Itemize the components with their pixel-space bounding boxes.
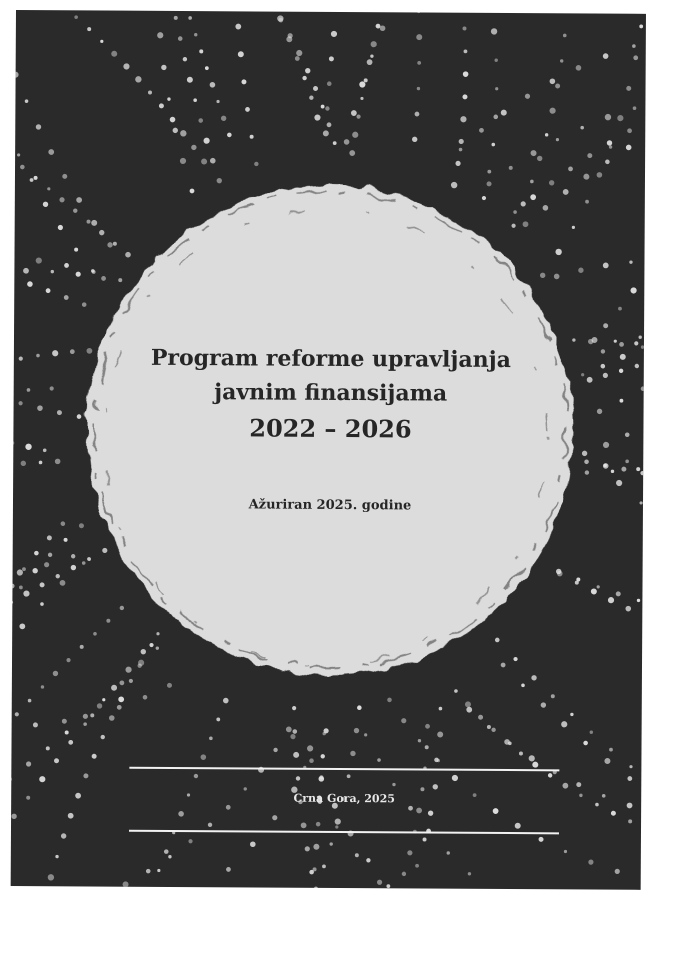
document-cover [11, 10, 646, 890]
title-line-1: Program reforme upravljanja [150, 344, 511, 374]
brush-circle [11, 10, 646, 890]
document-title [95, 340, 566, 449]
light-dot [565, 10, 569, 12]
light-dot [379, 10, 385, 11]
title-line-2: javnim finansijama [214, 379, 448, 407]
light-dot [645, 269, 646, 273]
light-dot [335, 10, 338, 11]
light-dot [643, 614, 646, 619]
light-dot [11, 276, 14, 279]
updated-subtitle: Ažuriran 2025. godine [248, 497, 412, 514]
place-and-year: Crna Gora, 2025 [293, 791, 395, 806]
light-dot [11, 255, 13, 260]
light-dot [149, 887, 154, 890]
light-dot [642, 877, 645, 881]
title-years: 2022 – 2026 [249, 413, 412, 444]
